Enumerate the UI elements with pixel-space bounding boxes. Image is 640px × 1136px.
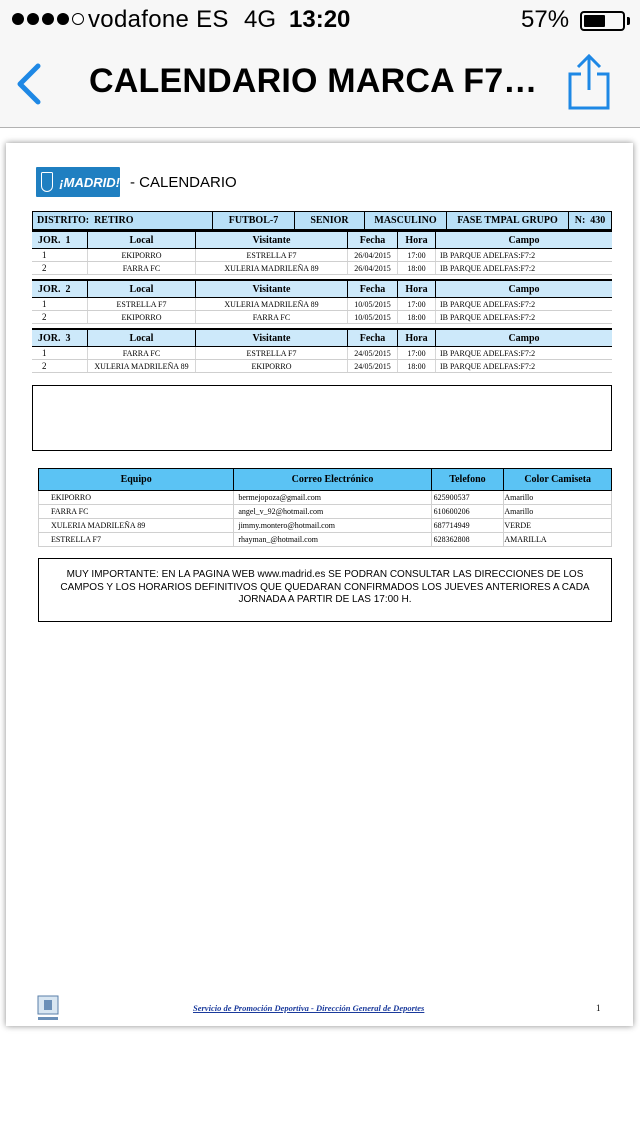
table-cell: XULERIA MADRILEÑA 89 [39, 519, 234, 532]
table-cell: 26/04/2015 [348, 262, 398, 274]
table-cell: 1 [32, 298, 88, 310]
status-bar [0, 0, 640, 40]
battery-tip [627, 17, 630, 25]
status-time: 13:20 [289, 6, 351, 33]
back-button[interactable] [14, 62, 46, 106]
competition-info [32, 211, 612, 230]
match-row [32, 347, 612, 360]
table-cell: angel_v_92@hotmail.com [234, 505, 431, 518]
jornada-block [32, 328, 612, 373]
table-cell: 17:00 [398, 249, 436, 261]
footer-link[interactable]: Servicio de Promoción Deportiva - Dirección General de Deportes [193, 1003, 425, 1013]
team-row [38, 505, 612, 519]
table-cell: EKIPORRO [196, 360, 348, 372]
table-cell: Amarillo [504, 507, 534, 516]
categoria-cell: SENIOR [295, 212, 365, 229]
important-notice: MUY IMPORTANTE: EN LA PAGINA WEB www.madrid.es SE PODRAN CONSULTAR LAS DIRECCIONES DE LOS CAMPOS Y LOS HORARIOS DEFINITIVOS QUE QUEDARAN CONFIRMADOS LOS JUEVES ANTERIORES A CADA JORNADA A PARTIR DE LAS 17:00 H. [38, 558, 612, 622]
table-cell: 2 [32, 262, 88, 274]
table-cell: 24/05/2015 [348, 360, 398, 372]
carrier-name: vodafone ES [88, 6, 229, 33]
document-title: CALENDARIO MARCA F7… [89, 62, 538, 100]
numero-value: 430 [590, 215, 606, 226]
table-cell: 10/05/2015 [348, 298, 398, 310]
page-number: 1 [596, 1003, 601, 1013]
table-cell: JOR. [38, 234, 61, 246]
teams-header: Equipo Correo Electrónico Telefono Color Camiseta [38, 468, 612, 491]
match-row [32, 249, 612, 262]
table-cell: 1 [32, 249, 88, 261]
table-cell: IB PARQUE ADELFAS:F7:2 [440, 312, 536, 322]
calendar-title: - CALENDARIO [130, 173, 237, 191]
table-cell: EKIPORRO [39, 491, 234, 504]
network-type: 4G [244, 6, 277, 33]
table-cell: JOR. [38, 283, 61, 295]
table-cell: rhayman_@hotmail.com [234, 533, 431, 546]
table-cell: 26/04/2015 [348, 249, 398, 261]
table-cell: IB PARQUE ADELFAS:F7:2 [440, 263, 536, 273]
table-cell: FARRA FC [88, 347, 196, 359]
deporte-cell: FUTBOL-7 [213, 212, 295, 229]
table-cell: ESTRELLA F7 [88, 298, 196, 310]
table-cell: FARRA FC [196, 311, 348, 323]
table-cell: 687714949 [432, 519, 505, 532]
table-cell: bermejopoza@gmail.com [234, 491, 431, 504]
madrid-footer-logo-icon [36, 995, 60, 1023]
table-cell: 18:00 [398, 360, 436, 372]
table-cell: 2 [32, 311, 88, 323]
table-cell: FARRA FC [39, 505, 234, 518]
jornada-header: JOR. 1 Local Visitante Fecha Hora Campo [32, 230, 612, 249]
table-cell: 18:00 [398, 262, 436, 274]
table-cell: 610600206 [432, 505, 505, 518]
table-cell: IB PARQUE ADELFAS:F7:2 [440, 250, 536, 260]
table-cell: Amarillo [504, 493, 534, 502]
jornada-number: 3 [65, 332, 71, 344]
share-button[interactable] [566, 52, 612, 110]
table-cell: IB PARQUE ADELFAS:F7:2 [440, 361, 536, 371]
jornada-number: 1 [65, 234, 71, 246]
signal-strength-icon [12, 13, 84, 25]
team-row [38, 533, 612, 547]
table-cell: AMARILLA [504, 535, 547, 544]
table-cell: 18:00 [398, 311, 436, 323]
table-cell: ESTRELLA F7 [196, 347, 348, 359]
numero-cell: N: 430 [574, 215, 606, 226]
table-cell: VERDE [504, 521, 532, 530]
jornada-header: JOR. 2 Local Visitante Fecha Hora Campo [32, 279, 612, 298]
teams-table [38, 468, 612, 547]
table-cell: 1 [32, 347, 88, 359]
battery-icon [580, 11, 625, 31]
chevron-left-icon [14, 62, 46, 106]
jornada-block [32, 279, 612, 324]
share-icon [566, 52, 612, 110]
madrid-logo [36, 167, 120, 197]
table-cell: 10/05/2015 [348, 311, 398, 323]
table-cell: JOR. [38, 332, 61, 344]
fase-cell: FASE TMPAL GRUPO [447, 212, 569, 229]
navigation-bar [0, 40, 640, 128]
table-cell: XULERIA MADRILEÑA 89 [196, 298, 348, 310]
madrid-shield-icon [41, 172, 53, 192]
distrito-value: RETIRO [94, 215, 134, 226]
match-row [32, 298, 612, 311]
match-row [32, 311, 612, 324]
table-cell: 625900537 [432, 491, 505, 504]
table-cell: XULERIA MADRILEÑA 89 [196, 262, 348, 274]
table-cell: 2 [32, 360, 88, 372]
page-header [36, 167, 237, 197]
jornada-block [32, 230, 612, 275]
pdf-page [6, 143, 633, 1026]
table-cell: ESTRELLA F7 [39, 533, 234, 546]
table-cell: FARRA FC [88, 262, 196, 274]
table-cell: jimmy.montero@hotmail.com [234, 519, 431, 532]
table-cell: 17:00 [398, 298, 436, 310]
logo-wordmark: ¡MADRID! [59, 174, 120, 190]
jornada-header: JOR. 3 Local Visitante Fecha Hora Campo [32, 328, 612, 347]
table-cell: 24/05/2015 [348, 347, 398, 359]
table-cell: 628362808 [432, 533, 505, 546]
distrito-cell: DISTRITO: RETIRO [33, 212, 213, 229]
team-row [38, 519, 612, 533]
table-cell: EKIPORRO [88, 249, 196, 261]
sexo-cell: MASCULINO [365, 212, 447, 229]
match-row [32, 360, 612, 373]
table-cell: IB PARQUE ADELFAS:F7:2 [440, 299, 536, 309]
table-cell: IB PARQUE ADELFAS:F7:2 [440, 348, 536, 358]
table-cell: ESTRELLA F7 [196, 249, 348, 261]
table-cell: 17:00 [398, 347, 436, 359]
team-row [38, 491, 612, 505]
jornada-number: 2 [65, 283, 71, 295]
battery-percentage: 57% [521, 6, 570, 33]
table-cell: EKIPORRO [88, 311, 196, 323]
notes-box [32, 385, 612, 451]
match-row [32, 262, 612, 275]
table-cell: XULERIA MADRILEÑA 89 [88, 360, 196, 372]
